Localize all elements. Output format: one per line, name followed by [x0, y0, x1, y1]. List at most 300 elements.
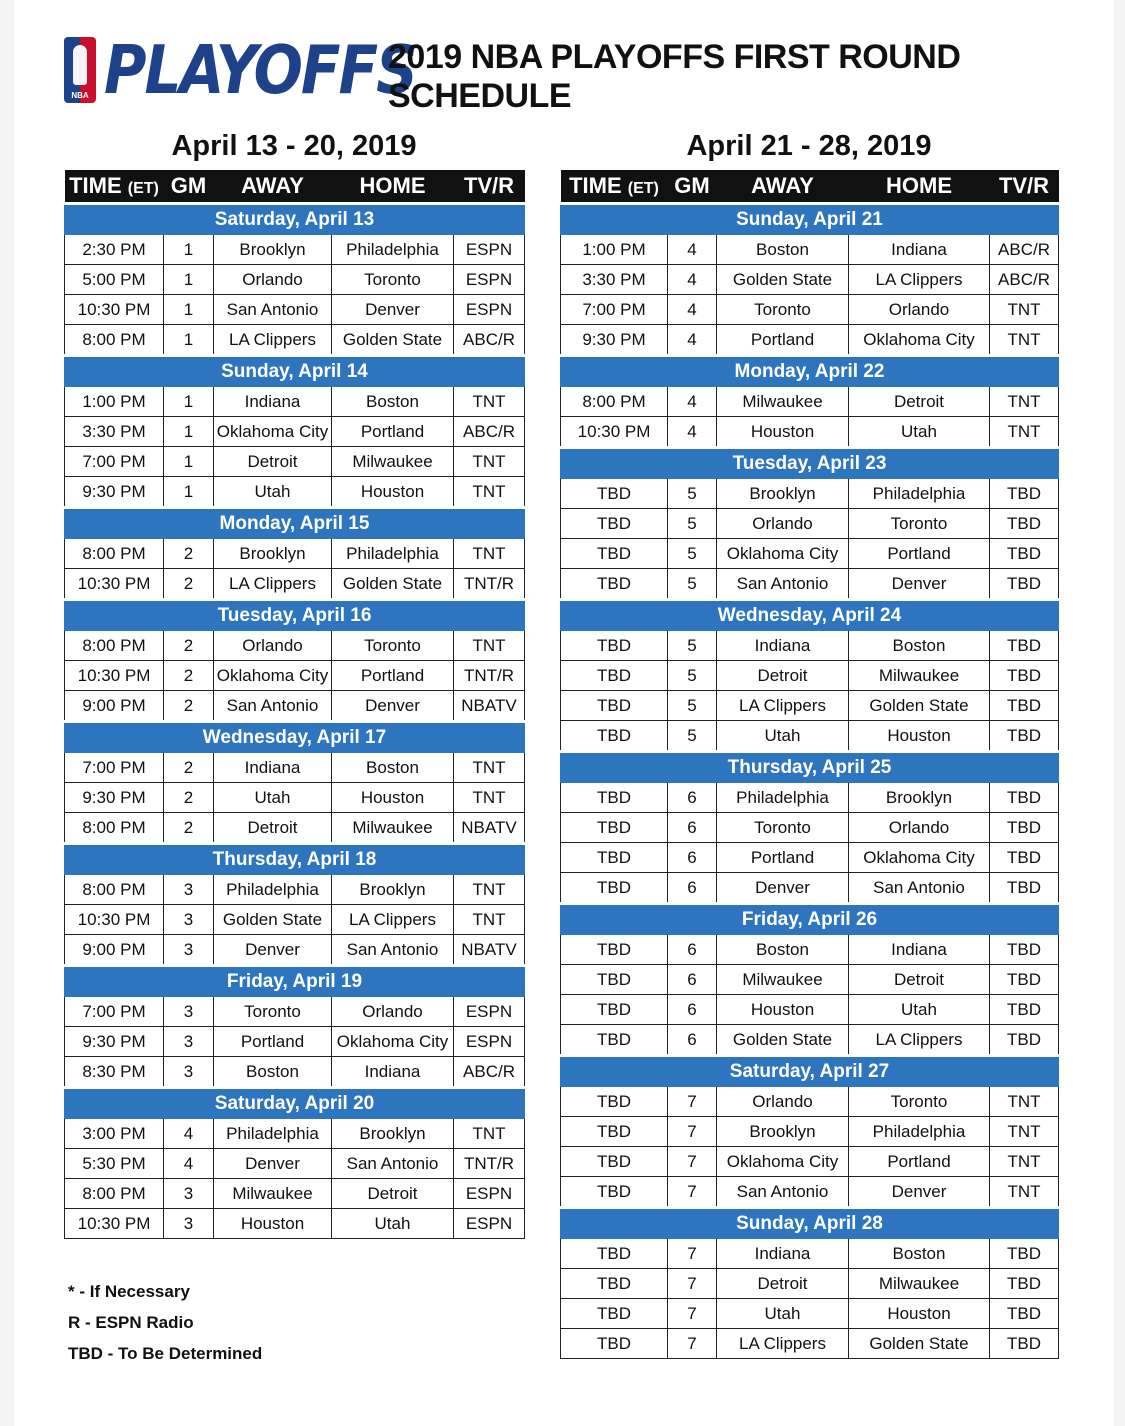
time-cell: 8:00 PM	[561, 387, 668, 417]
game-number-cell: 7	[668, 1329, 717, 1359]
game-row	[561, 295, 1059, 325]
away-team-cell: Orlando	[717, 509, 849, 539]
home-team-cell: LA Clippers	[849, 1025, 990, 1056]
time-cell: TBD	[561, 935, 668, 965]
tv-cell: TNT/R	[454, 569, 525, 600]
game-row	[65, 265, 525, 295]
away-team-cell: Detroit	[717, 1269, 849, 1299]
tv-cell: ABC/R	[454, 417, 525, 447]
tv-cell: ESPN	[454, 1209, 525, 1239]
game-row	[561, 265, 1059, 295]
away-team-cell: Boston	[214, 1057, 332, 1088]
tv-cell: TBD	[990, 539, 1059, 569]
away-team-cell: Denver	[214, 935, 332, 966]
game-number-cell: 1	[164, 235, 214, 265]
game-number-cell: 1	[164, 325, 214, 356]
day-header-row	[561, 752, 1059, 783]
away-team-cell: LA Clippers	[214, 569, 332, 600]
away-team-cell: Oklahoma City	[717, 1147, 849, 1177]
time-cell: 3:00 PM	[65, 1119, 164, 1149]
game-number-cell: 4	[668, 295, 717, 325]
away-team-cell: Philadelphia	[214, 1119, 332, 1149]
game-row	[65, 295, 525, 325]
home-team-cell: Orlando	[849, 813, 990, 843]
game-number-cell: 1	[164, 387, 214, 417]
game-row	[65, 875, 525, 905]
away-team-cell: San Antonio	[214, 295, 332, 325]
away-team-cell: Utah	[214, 477, 332, 508]
game-row	[561, 325, 1059, 356]
time-cell: 9:30 PM	[65, 477, 164, 508]
away-team-cell: Orlando	[214, 265, 332, 295]
time-cell: 10:30 PM	[65, 661, 164, 691]
away-team-cell: Indiana	[717, 631, 849, 661]
away-team-cell: LA Clippers	[717, 691, 849, 721]
time-cell: TBD	[561, 479, 668, 509]
game-row	[65, 1027, 525, 1057]
home-team-cell: Philadelphia	[332, 235, 454, 265]
game-row	[65, 1149, 525, 1179]
home-team-cell: Philadelphia	[849, 479, 990, 509]
time-cell: TBD	[561, 631, 668, 661]
day-label: Friday, April 19	[65, 966, 525, 997]
home-team-cell: LA Clippers	[332, 905, 454, 935]
game-number-cell: 6	[668, 813, 717, 843]
time-cell: TBD	[561, 539, 668, 569]
home-team-cell: Oklahoma City	[849, 325, 990, 356]
game-number-cell: 2	[164, 753, 214, 783]
game-row	[561, 631, 1059, 661]
time-cell: 3:30 PM	[65, 417, 164, 447]
game-header: GM	[668, 170, 717, 204]
time-cell: 8:00 PM	[65, 1179, 164, 1209]
day-header-row	[561, 1056, 1059, 1087]
home-team-cell: Toronto	[332, 631, 454, 661]
time-cell: TBD	[561, 783, 668, 813]
game-number-cell: 7	[668, 1087, 717, 1117]
tv-cell: TBD	[990, 691, 1059, 721]
away-team-cell: Brooklyn	[717, 479, 849, 509]
tv-cell: TNT	[454, 783, 525, 813]
game-row	[561, 479, 1059, 509]
legend-tbd: TBD - To Be Determined	[68, 1344, 263, 1363]
time-cell: 8:30 PM	[65, 1057, 164, 1088]
home-team-cell: Indiana	[849, 235, 990, 265]
day-label: Thursday, April 25	[561, 752, 1059, 783]
home-team-cell: Golden State	[849, 1329, 990, 1359]
time-cell: TBD	[561, 569, 668, 600]
game-row	[561, 691, 1059, 721]
game-row	[65, 631, 525, 661]
away-team-cell: Milwaukee	[214, 1179, 332, 1209]
tv-cell: TBD	[990, 479, 1059, 509]
legend-if-necessary: * - If Necessary	[68, 1282, 190, 1301]
time-cell: 8:00 PM	[65, 631, 164, 661]
away-team-cell: Utah	[717, 721, 849, 752]
away-team-cell: Orlando	[214, 631, 332, 661]
tv-cell: TBD	[990, 721, 1059, 752]
game-number-cell: 1	[164, 477, 214, 508]
away-team-cell: Oklahoma City	[214, 417, 332, 447]
game-number-cell: 5	[668, 661, 717, 691]
game-row	[65, 783, 525, 813]
game-row	[65, 417, 525, 447]
day-header-row	[65, 204, 525, 235]
time-cell: TBD	[561, 873, 668, 904]
tv-cell: TBD	[990, 1239, 1059, 1269]
day-header-row	[561, 1208, 1059, 1239]
game-row	[561, 1269, 1059, 1299]
game-row	[561, 813, 1059, 843]
time-cell: 8:00 PM	[65, 325, 164, 356]
game-number-cell: 3	[164, 997, 214, 1027]
home-team-cell: Houston	[332, 477, 454, 508]
day-label: Friday, April 26	[561, 904, 1059, 935]
time-cell: 10:30 PM	[65, 905, 164, 935]
time-cell: TBD	[561, 1239, 668, 1269]
home-team-cell: Houston	[332, 783, 454, 813]
tv-cell: TBD	[990, 661, 1059, 691]
time-header: TIME (ET)	[65, 170, 164, 204]
game-row	[561, 1117, 1059, 1147]
time-cell: TBD	[561, 843, 668, 873]
away-team-cell: Brooklyn	[717, 1117, 849, 1147]
game-row	[561, 965, 1059, 995]
day-label: Saturday, April 13	[65, 204, 525, 235]
tv-cell: ESPN	[454, 1027, 525, 1057]
home-team-cell: Boston	[849, 631, 990, 661]
home-team-cell: Detroit	[849, 387, 990, 417]
home-team-cell: Detroit	[849, 965, 990, 995]
home-team-cell: Milwaukee	[849, 661, 990, 691]
tv-cell: TNT	[454, 1119, 525, 1149]
home-team-cell: Portland	[332, 661, 454, 691]
tv-cell: TNT	[454, 539, 525, 569]
home-team-cell: Oklahoma City	[332, 1027, 454, 1057]
game-number-cell: 4	[668, 265, 717, 295]
tv-cell: TNT/R	[454, 1149, 525, 1179]
home-team-cell: Detroit	[332, 1179, 454, 1209]
game-row	[65, 753, 525, 783]
tv-cell: TBD	[990, 995, 1059, 1025]
time-cell: TBD	[561, 721, 668, 752]
time-cell: 10:30 PM	[65, 295, 164, 325]
tv-cell: TNT/R	[454, 661, 525, 691]
time-cell: 7:00 PM	[65, 753, 164, 783]
game-number-cell: 5	[668, 721, 717, 752]
home-team-cell: Utah	[332, 1209, 454, 1239]
header-row	[65, 170, 525, 204]
tv-cell: ESPN	[454, 997, 525, 1027]
game-number-cell: 7	[668, 1269, 717, 1299]
day-header-row	[561, 204, 1059, 235]
game-row	[561, 1299, 1059, 1329]
game-header: GM	[164, 170, 214, 204]
away-team-cell: San Antonio	[717, 569, 849, 600]
home-team-cell: Utah	[849, 417, 990, 448]
time-cell: TBD	[561, 1269, 668, 1299]
home-team-cell: Indiana	[332, 1057, 454, 1088]
time-cell: TBD	[561, 813, 668, 843]
home-team-cell: Denver	[332, 295, 454, 325]
tv-cell: TBD	[990, 631, 1059, 661]
game-number-cell: 6	[668, 935, 717, 965]
home-team-cell: Golden State	[849, 691, 990, 721]
away-team-cell: Milwaukee	[717, 965, 849, 995]
time-cell: 9:00 PM	[65, 935, 164, 966]
schedule-table-right	[560, 170, 1059, 1359]
away-team-cell: Oklahoma City	[717, 539, 849, 569]
game-row	[65, 935, 525, 966]
tv-cell: TBD	[990, 813, 1059, 843]
tv-cell: TBD	[990, 569, 1059, 600]
time-cell: TBD	[561, 1177, 668, 1208]
game-row	[561, 387, 1059, 417]
home-team-cell: Portland	[849, 539, 990, 569]
away-header: AWAY	[214, 170, 332, 204]
game-number-cell: 4	[668, 387, 717, 417]
game-number-cell: 6	[668, 965, 717, 995]
home-team-cell: Golden State	[332, 569, 454, 600]
time-cell: TBD	[561, 1025, 668, 1056]
day-label: Wednesday, April 17	[65, 722, 525, 753]
game-row	[65, 813, 525, 844]
home-header: HOME	[849, 170, 990, 204]
schedule-table-left	[64, 170, 525, 1239]
day-header-row	[65, 844, 525, 875]
tv-cell: TNT	[990, 1117, 1059, 1147]
tv-cell: TNT	[454, 905, 525, 935]
home-team-cell: Indiana	[849, 935, 990, 965]
game-number-cell: 2	[164, 691, 214, 722]
home-team-cell: San Antonio	[332, 935, 454, 966]
away-team-cell: LA Clippers	[717, 1329, 849, 1359]
tv-header: TV/R	[990, 170, 1059, 204]
away-team-cell: Indiana	[214, 387, 332, 417]
home-team-cell: Toronto	[849, 509, 990, 539]
away-team-cell: Houston	[214, 1209, 332, 1239]
game-row	[561, 539, 1059, 569]
tv-cell: ABC/R	[990, 265, 1059, 295]
game-number-cell: 3	[164, 905, 214, 935]
tv-header: TV/R	[454, 170, 525, 204]
game-row	[65, 661, 525, 691]
game-row	[561, 843, 1059, 873]
game-row	[561, 1087, 1059, 1117]
time-cell: 10:30 PM	[65, 1209, 164, 1239]
game-number-cell: 5	[668, 631, 717, 661]
time-cell: 5:00 PM	[65, 265, 164, 295]
time-cell: 1:00 PM	[65, 387, 164, 417]
away-team-cell: Philadelphia	[214, 875, 332, 905]
game-number-cell: 2	[164, 783, 214, 813]
tv-cell: TNT	[990, 417, 1059, 448]
tv-cell: NBATV	[454, 935, 525, 966]
tv-cell: ABC/R	[454, 1057, 525, 1088]
day-header-row	[65, 508, 525, 539]
tv-cell: TNT	[990, 295, 1059, 325]
home-team-cell: Houston	[849, 721, 990, 752]
page-title: 2019 NBA PLAYOFFS FIRST ROUND SCHEDULE	[388, 38, 961, 115]
game-row	[65, 569, 525, 600]
game-number-cell: 4	[668, 417, 717, 448]
game-number-cell: 3	[164, 1027, 214, 1057]
home-team-cell: San Antonio	[332, 1149, 454, 1179]
away-team-cell: Utah	[214, 783, 332, 813]
day-label: Saturday, April 20	[65, 1088, 525, 1119]
day-label: Saturday, April 27	[561, 1056, 1059, 1087]
game-number-cell: 1	[164, 417, 214, 447]
game-number-cell: 1	[164, 265, 214, 295]
tv-cell: TBD	[990, 935, 1059, 965]
game-number-cell: 1	[164, 447, 214, 477]
game-number-cell: 3	[164, 875, 214, 905]
game-number-cell: 7	[668, 1117, 717, 1147]
game-row	[65, 477, 525, 508]
away-team-cell: Houston	[717, 995, 849, 1025]
home-team-cell: Brooklyn	[849, 783, 990, 813]
game-number-cell: 2	[164, 661, 214, 691]
time-cell: TBD	[561, 691, 668, 721]
time-cell: TBD	[561, 1117, 668, 1147]
time-cell: TBD	[561, 995, 668, 1025]
home-team-cell: Toronto	[849, 1087, 990, 1117]
home-team-cell: Denver	[332, 691, 454, 722]
game-row	[65, 1057, 525, 1088]
home-team-cell: Toronto	[332, 265, 454, 295]
home-team-cell: Brooklyn	[332, 1119, 454, 1149]
game-row	[561, 721, 1059, 752]
away-team-cell: Boston	[717, 235, 849, 265]
game-row	[65, 1119, 525, 1149]
time-cell: 7:00 PM	[561, 295, 668, 325]
away-team-cell: Oklahoma City	[214, 661, 332, 691]
day-header-row	[561, 356, 1059, 387]
game-number-cell: 3	[164, 1057, 214, 1088]
home-team-cell: Denver	[849, 1177, 990, 1208]
home-header: HOME	[332, 170, 454, 204]
header-row	[561, 170, 1059, 204]
time-cell: 8:00 PM	[65, 875, 164, 905]
time-cell: TBD	[561, 661, 668, 691]
day-header-row	[561, 904, 1059, 935]
away-team-cell: Milwaukee	[717, 387, 849, 417]
home-team-cell: Orlando	[332, 997, 454, 1027]
game-number-cell: 6	[668, 1025, 717, 1056]
game-number-cell: 7	[668, 1147, 717, 1177]
day-label: Tuesday, April 23	[561, 448, 1059, 479]
time-cell: 2:30 PM	[65, 235, 164, 265]
home-team-cell: San Antonio	[849, 873, 990, 904]
away-header: AWAY	[717, 170, 849, 204]
home-team-cell: Philadelphia	[332, 539, 454, 569]
away-team-cell: Toronto	[214, 997, 332, 1027]
game-row	[561, 1147, 1059, 1177]
game-row	[65, 387, 525, 417]
home-team-cell: Orlando	[849, 295, 990, 325]
time-cell: 9:30 PM	[65, 783, 164, 813]
time-cell: TBD	[561, 1087, 668, 1117]
tv-cell: TNT	[454, 875, 525, 905]
game-row	[561, 783, 1059, 813]
legend-espn-radio: R - ESPN Radio	[68, 1313, 194, 1332]
tv-cell: TBD	[990, 509, 1059, 539]
away-team-cell: Philadelphia	[717, 783, 849, 813]
game-number-cell: 3	[164, 1209, 214, 1239]
time-cell: TBD	[561, 1299, 668, 1329]
away-team-cell: Indiana	[214, 753, 332, 783]
game-row	[561, 509, 1059, 539]
away-team-cell: Portland	[717, 843, 849, 873]
tv-cell: TNT	[990, 387, 1059, 417]
away-team-cell: Boston	[717, 935, 849, 965]
tv-cell: TBD	[990, 1329, 1059, 1359]
game-row	[561, 995, 1059, 1025]
game-number-cell: 5	[668, 509, 717, 539]
day-label: Sunday, April 14	[65, 356, 525, 387]
tv-cell: TNT	[990, 1177, 1059, 1208]
home-team-cell: Houston	[849, 1299, 990, 1329]
game-row	[561, 873, 1059, 904]
away-team-cell: Golden State	[717, 1025, 849, 1056]
time-cell: 9:30 PM	[561, 325, 668, 356]
away-team-cell: Golden State	[214, 905, 332, 935]
tv-cell: TBD	[990, 843, 1059, 873]
tv-cell: TNT	[454, 447, 525, 477]
game-number-cell: 3	[164, 1179, 214, 1209]
time-cell: TBD	[561, 1147, 668, 1177]
home-team-cell: Boston	[332, 387, 454, 417]
game-number-cell: 4	[668, 325, 717, 356]
home-team-cell: Milwaukee	[332, 447, 454, 477]
away-team-cell: Toronto	[717, 295, 849, 325]
tv-cell: TNT	[990, 1087, 1059, 1117]
away-team-cell: Detroit	[214, 447, 332, 477]
away-team-cell: Denver	[717, 873, 849, 904]
time-cell: 8:00 PM	[65, 813, 164, 844]
away-team-cell: Toronto	[717, 813, 849, 843]
logo-wordmark: PLAYOFFS	[104, 30, 416, 110]
game-row	[65, 539, 525, 569]
home-team-cell: Boston	[332, 753, 454, 783]
time-cell: 9:30 PM	[65, 1027, 164, 1057]
game-row	[65, 447, 525, 477]
time-header: TIME (ET)	[561, 170, 668, 204]
tv-cell: TNT	[454, 477, 525, 508]
tv-cell: TNT	[454, 387, 525, 417]
left-date-range: April 13 - 20, 2019	[171, 130, 417, 162]
tv-cell: TBD	[990, 1299, 1059, 1329]
away-team-cell: Orlando	[717, 1087, 849, 1117]
day-label: Tuesday, April 16	[65, 600, 525, 631]
tv-cell: TNT	[990, 1147, 1059, 1177]
game-number-cell: 2	[164, 631, 214, 661]
away-team-cell: Portland	[717, 325, 849, 356]
tv-cell: ABC/R	[454, 325, 525, 356]
game-number-cell: 3	[164, 935, 214, 966]
away-team-cell: Denver	[214, 1149, 332, 1179]
nba-playoffs-logo	[64, 30, 416, 110]
game-row	[561, 569, 1059, 600]
time-cell: TBD	[561, 1329, 668, 1359]
time-cell: 5:30 PM	[65, 1149, 164, 1179]
time-cell: 7:00 PM	[65, 997, 164, 1027]
away-team-cell: Detroit	[717, 661, 849, 691]
day-header-row	[65, 356, 525, 387]
home-team-cell: Boston	[849, 1239, 990, 1269]
away-team-cell: Detroit	[214, 813, 332, 844]
game-number-cell: 4	[164, 1119, 214, 1149]
